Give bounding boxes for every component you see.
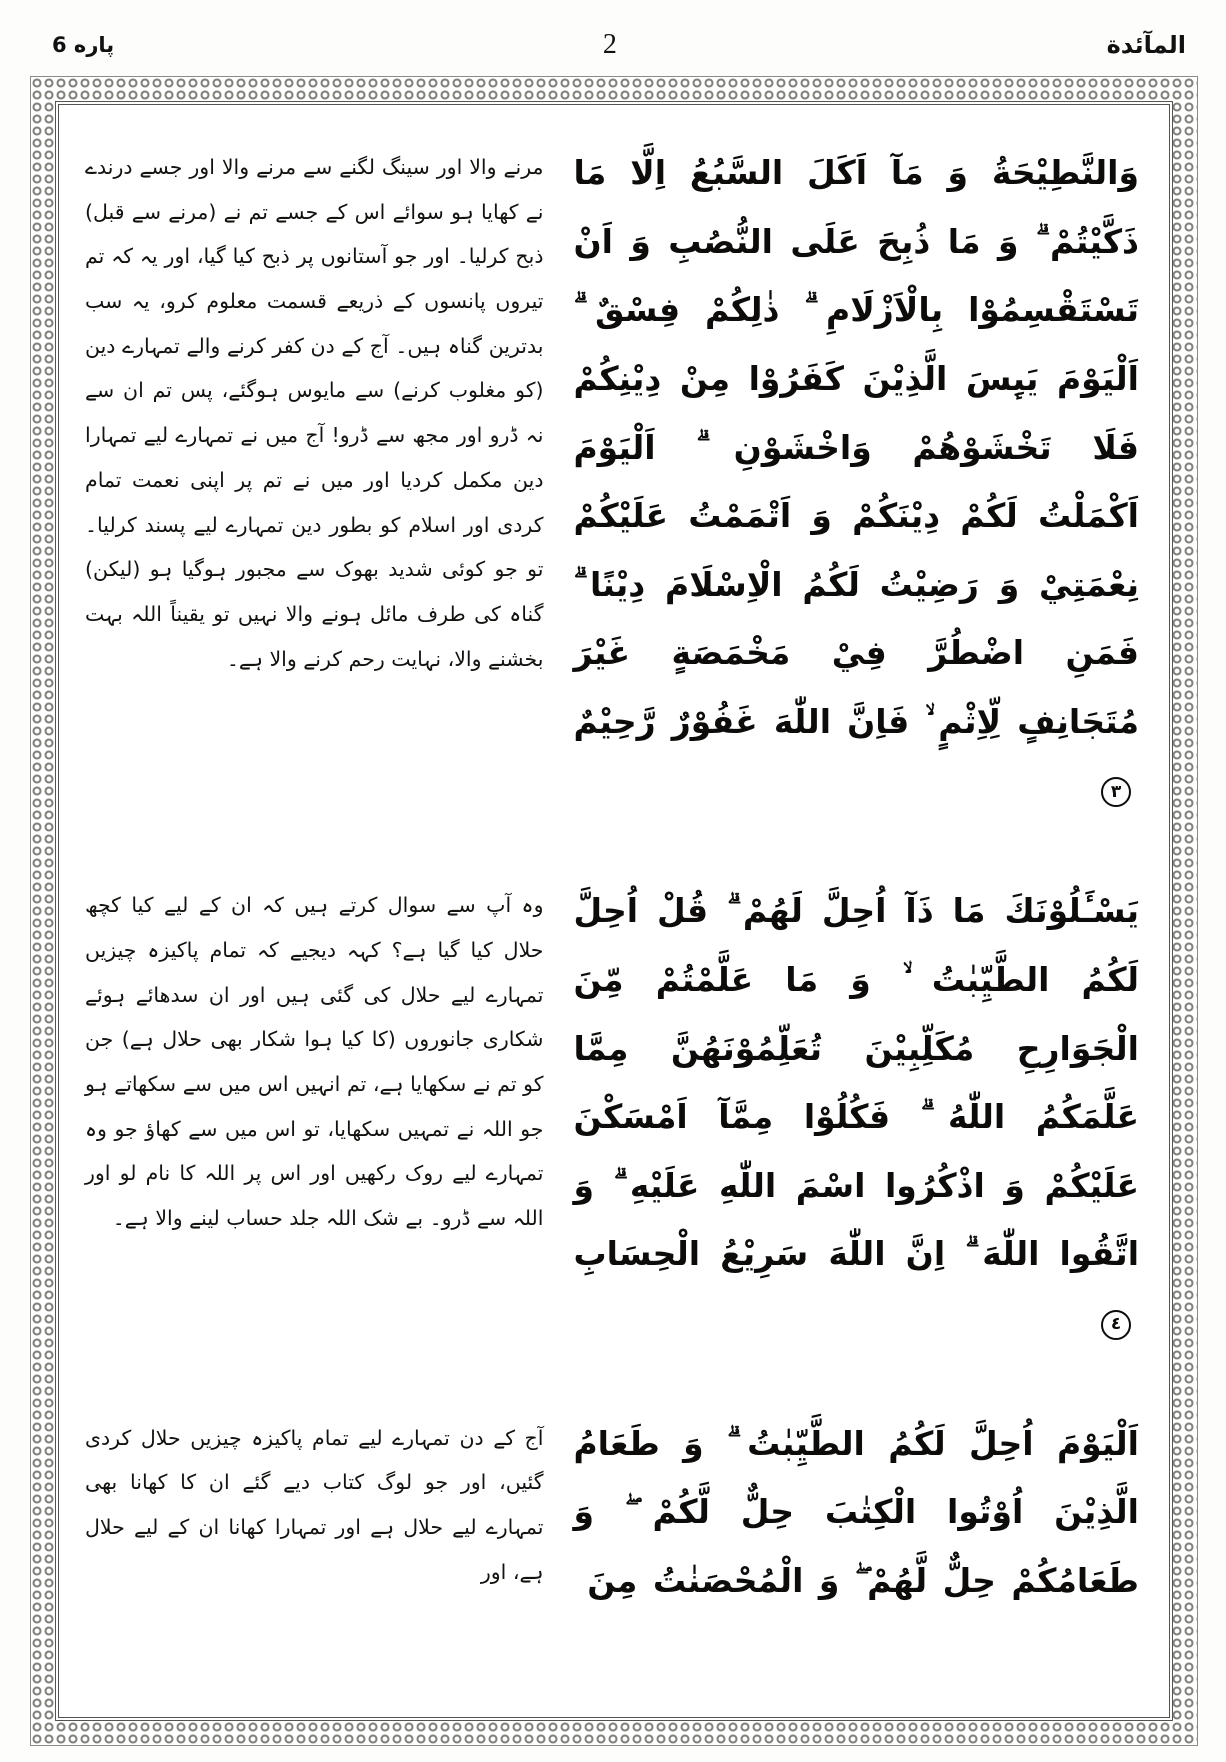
arabic-text: يَسْـَٔلُوْنَكَ مَا ذَآ اُحِلَّ لَهُمْ ۗ قُلْ اُحِلَّ لَكُمُ الطَّيِّبٰتُ ۙ وَ مَا عَلَّمْتُمْ مِّنَ الْجَوَارِحِ مُكَلِّبِيْنَ تُعَلِّمُوْنَهُنَّ مِمَّا عَلَّمَكُمُ اللّٰهُ ۗ فَكُلُوْا مِمَّآ اَمْسَكْنَ عَلَيْكُمْ وَ اذْكُرُوا اسْمَ اللّٰهِ عَلَيْهِ ۗ وَ اتَّقُوا اللّٰهَ ۗ اِنَّ اللّٰهَ سَرِيْعُ الْحِسَابِ: [573, 891, 1139, 1274]
content-columns: [85, 139, 1139, 1616]
page-number: 2: [602, 29, 618, 60]
quran-verse-paragraph: [573, 877, 1139, 1357]
surah-title: المآئدة: [1106, 31, 1186, 59]
para-label: پاره 6: [52, 33, 115, 57]
ayah-number-marker: ٣: [1101, 777, 1131, 807]
inner-double-rule: [55, 101, 1173, 1721]
arabic-text: اَلْيَوْمَ اُحِلَّ لَكُمُ الطَّيِّبٰتُ ۗ وَ طَعَامُ الَّذِيْنَ اُوْتُوا الْكِتٰبَ حِلٌّ لَّكُمْ ۖ وَ طَعَامُكُمْ حِلٌّ لَّهُمْ ۖ وَ الْمُحْصَنٰتُ مِنَ: [573, 1423, 1139, 1600]
quran-verse-paragraph: [573, 139, 1139, 825]
page-header: [34, 22, 1192, 68]
urdu-translation-paragraph: [85, 1410, 543, 1616]
urdu-text: آج کے دن تمہارے لیے تمام پاکیزہ چیزیں حلال کردی گئیں، اور جو لوگ کتاب دیے گئے ان کا کھانا بھی تمہارے لیے حلال ہے اور تمہارا کھانا ان کے لیے حلال ہے، اور: [85, 1425, 544, 1584]
arabic-text: وَالنَّطِيْحَةُ وَ مَآ اَكَلَ السَّبُعُ اِلَّا مَا ذَكَّيْتُمْ ۗ وَ مَا ذُبِحَ عَلَى النُّصُبِ وَ اَنْ تَسْتَقْسِمُوْا بِالْاَزْلَامِ ۗ ذٰلِكُمْ فِسْقٌ ۗ اَلْيَوْمَ يَىِٕسَ الَّذِيْنَ كَفَرُوْا مِنْ دِيْنِكُمْ فَلَا تَخْشَوْهُمْ وَاخْشَوْنِ ۗ اَلْيَوْمَ اَكْمَلْتُ لَكُمْ دِيْنَكُمْ وَ اَتْمَمْتُ عَلَيْكُمْ نِعْمَتِيْ وَ رَضِيْتُ لَكُمُ الْاِسْلَامَ دِيْنًا ۗ فَمَنِ اضْطُرَّ فِيْ مَخْمَصَةٍ غَيْرَ مُتَجَانِفٍ لِّاِثْمٍ ۙ فَاِنَّ اللّٰهَ غَفُوْرٌ رَّحِيْمٌ: [573, 153, 1139, 741]
ornamental-border-frame: [30, 76, 1198, 1746]
ayah-number-marker: ٤: [1101, 1310, 1131, 1340]
urdu-text: مرنے والا اور سینگ لگنے سے مرنے والا اور جسے درندے نے کھایا ہو سوائے اس کے جسے تم نے (مرنے سے قبل) ذبح کرلیا۔ اور جو آستانوں پر ذبح کیا گیا، اور یہ کہ تم تیروں پانسوں کے ذریعے قسمت معلوم کرو، یہ سب بدترین گناہ ہیں۔ آج کے دن کفر کرنے والے تمہارے دین (کو مغلوب کرنے) سے مایوس ہوگئے، پس تم ان سے نہ ڈرو اور مجھ سے ڈرو! آج میں نے تمہارے لیے تمہارا دین مکمل کردیا اور میں نے تم پر اپنی نعمت تمام کردی اور اسلام کو بطور دین تمہارے لیے پسند کرلیا۔ تو جو کوئی شدید بھوک سے مجبور ہوگیا ہو (لیکن) گناہ کی طرف مائل ہونے والا نہیں تو یقیناً اللہ بہت بخشنے والا، نہایت رحم کرنے والا ہے۔: [85, 155, 544, 671]
quran-verse-paragraph: [573, 1410, 1139, 1616]
urdu-translation-paragraph: [85, 877, 543, 1357]
urdu-translation-paragraph: [85, 139, 543, 825]
urdu-text: وہ آپ سے سوال کرتے ہیں کہ ان کے لیے کیا کچھ حلال کیا گیا ہے؟ کہہ دیجیے کہ تمام پاکیزہ چیزیں تمہارے لیے حلال کی گئی ہیں اور ان سدھائے ہوئے شکاری جانوروں (کا کیا ہوا شکار بھی حلال ہے) جن کو تم نے سکھایا ہے، تم انہیں اس میں سے سکھاتے ہو جو اللہ نے تمہیں سکھایا، تو اس میں سے کھاؤ جو وہ تمہارے لیے روک رکھیں اور اس پر اللہ کا نام لو اور اللہ سے ڈرو۔ بے شک اللہ جلد حساب لینے والا ہے۔: [85, 893, 544, 1231]
